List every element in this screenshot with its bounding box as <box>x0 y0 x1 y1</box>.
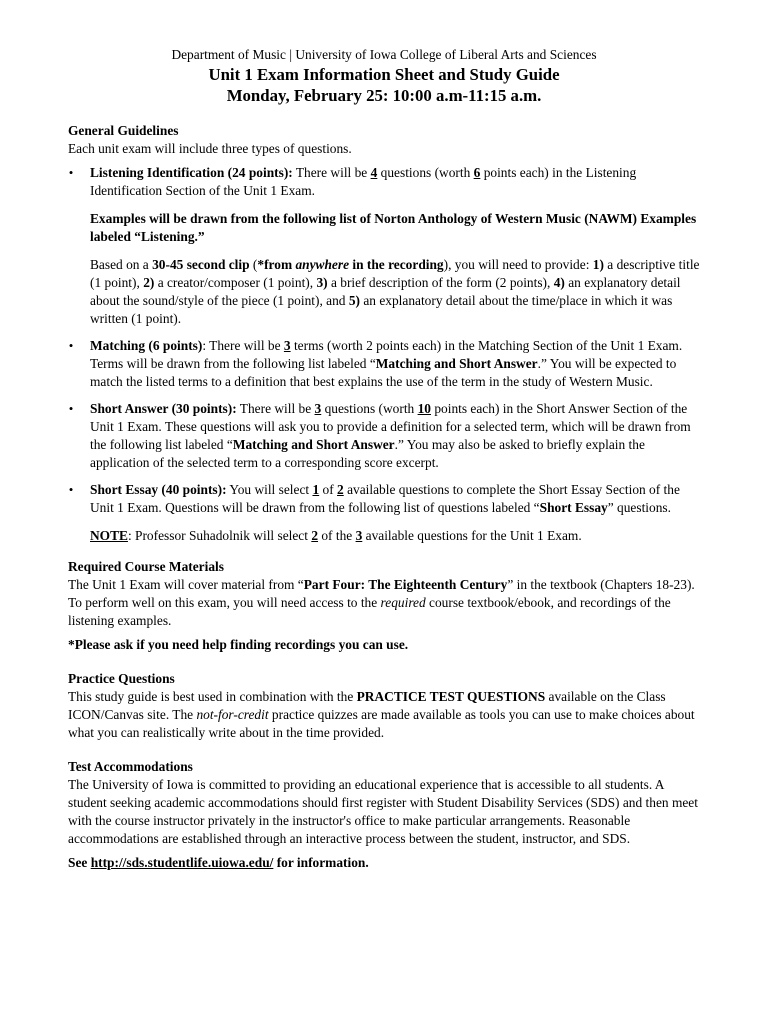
practice-text-2: available on the Class ICON/Canvas site. The <box>68 689 666 722</box>
materials-text-1: The Unit 1 Exam will cover material from “ <box>68 577 304 592</box>
practice-body <box>68 688 700 742</box>
req-text-a: Based on a <box>90 257 153 272</box>
short-answer-text-2: questions (worth <box>321 401 418 416</box>
listening-requirements <box>90 256 700 328</box>
short-essay-description <box>90 481 700 517</box>
short-answer-count: 3 <box>314 401 322 416</box>
req-item-1: a descriptive title (1 point), <box>90 257 700 290</box>
short-answer-points: 10 <box>417 401 431 416</box>
short-answer-text-4: .” You may also be asked to briefly explain the application of the selected term to a corresponding score excerpt. <box>90 437 645 470</box>
req-in-recording: in the recording <box>349 257 444 272</box>
listening-examples-text: Examples will be drawn from the following list of Norton Anthology of Western Music (NAWM) Examples labeled “Listening.” <box>90 211 697 244</box>
req-text-c: ), you will need to provide: <box>443 257 593 272</box>
short-answer-text-3: points each) in the Short Answer Section of the Unit 1 Exam. These questions will ask you to provide a definition for a selected term, which will be drawn from the following list labeled “ <box>90 401 691 452</box>
for-information-text: for information. <box>273 855 369 870</box>
short-answer-label: Short Answer (30 points): <box>90 401 237 416</box>
bullet-icon: • <box>68 401 74 416</box>
listening-text-2: questions (worth <box>377 165 474 180</box>
document-page <box>68 46 700 872</box>
materials-part: Part Four: The Eighteenth Century <box>303 577 508 592</box>
req-anywhere: anywhere <box>295 257 350 272</box>
req-num-1: 1) <box>592 257 604 272</box>
listening-count: 4 <box>370 165 378 180</box>
short-essay-label: Short Essay (40 points): <box>90 482 227 497</box>
req-num-4: 4) <box>553 275 565 290</box>
short-essay-note <box>90 527 700 545</box>
practice-heading: Practice Questions <box>68 671 175 686</box>
short-essay-select-count: 1 <box>312 482 320 497</box>
practice-text-1: This study guide is best used in combination with the <box>68 689 357 704</box>
department-line: Department of Music | University of Iowa College of Liberal Arts and Sciences <box>171 47 597 62</box>
clip-length: 30-45 second clip <box>152 257 250 272</box>
short-answer-description <box>90 400 700 472</box>
practice-text-3: practice quizzes are made available as tools you can use to make choices about what you can realistically write about in the time provided. <box>68 707 695 740</box>
listening-label: Listening Identification (24 points): <box>90 165 293 180</box>
req-item-5: an explanatory detail about the time/place in which it was written (1 point). <box>90 293 673 326</box>
general-guidelines-heading: General Guidelines <box>68 123 179 138</box>
materials-ask <box>68 636 700 654</box>
materials-text-2: ” in the textbook (Chapters 18-23). To perform well on this exam, you will need access to the <box>68 577 695 610</box>
matching-text-1: : There will be <box>202 338 284 353</box>
req-from: *from <box>257 257 296 272</box>
document-title: Unit 1 Exam Information Sheet and Study Guide <box>208 65 560 84</box>
req-item-4: an explanatory detail about the sound/style of the piece (1 point), and <box>90 275 681 308</box>
materials-body <box>68 576 700 630</box>
materials-text-3: course textbook/ebook, and recordings of the listening examples. <box>68 595 671 628</box>
materials-required: required <box>380 595 426 610</box>
listening-text-3: points each) in the Listening Identification Section of the Unit 1 Exam. <box>90 165 637 198</box>
req-num-2: 2) <box>143 275 155 290</box>
short-essay-text-3: available questions to complete the Short Essay Section of the Unit 1 Exam. Questions will be drawn from the following list of questions labeled “ <box>90 482 680 515</box>
bullet-icon: • <box>68 165 74 180</box>
exam-date: Monday, February 25: 10:00 a.m-11:15 a.m. <box>226 86 542 105</box>
note-label: NOTE <box>90 528 128 543</box>
short-essay-available-count: 2 <box>337 482 344 497</box>
bullet-icon: • <box>68 482 74 497</box>
short-answer-list-name: Matching and Short Answer <box>232 437 395 452</box>
note-text-3: available questions for the Unit 1 Exam. <box>362 528 582 543</box>
matching-description <box>90 337 700 391</box>
req-num-3: 3) <box>316 275 328 290</box>
accommodations-heading: Test Accommodations <box>68 759 193 774</box>
short-essay-text-2: of <box>319 482 338 497</box>
req-item-3: a brief description of the form (2 points), <box>327 275 554 290</box>
matching-text-3: .” You will be expected to match the listed terms to a definition that best explains the use of the term in the study of Western Music. <box>90 356 677 389</box>
matching-label: Matching (6 points) <box>90 338 203 353</box>
listening-text-1: There will be <box>292 165 371 180</box>
accommodations-see <box>68 854 700 872</box>
short-essay-item <box>68 481 700 545</box>
matching-count: 3 <box>283 338 291 353</box>
req-item-2: a creator/composer (1 point), <box>154 275 317 290</box>
short-essay-list-name: Short Essay <box>539 500 608 515</box>
note-text-1: : Professor Suhadolnik will select <box>127 528 312 543</box>
matching-list-name: Matching and Short Answer <box>375 356 538 371</box>
accommodations-body: The University of Iowa is committed to providing an educational experience that is accessible to all students. A student seeking academic accommodations should first register with Student Disability Services (SDS) and then meet with the course instructor privately in the instructor's office to make particular arrangements. Reasonable accommodations are established through an interactive process between the student, instructor, and SDS. <box>68 777 698 846</box>
note-count-1: 2 <box>311 528 319 543</box>
note-text-2: of the <box>318 528 356 543</box>
bullet-icon: • <box>68 338 74 353</box>
short-essay-text-4: ” questions. <box>607 500 671 515</box>
listening-description <box>90 164 700 200</box>
practice-not-for-credit: not-for-credit <box>196 707 269 722</box>
general-guidelines-intro: Each unit exam will include three types of questions. <box>68 141 352 156</box>
matching-text-2: terms (worth 2 points each) in the Matching Section of the Unit 1 Exam. Terms will be drawn from the following list labeled “ <box>90 338 683 371</box>
listening-item <box>68 164 700 328</box>
see-text: See <box>68 855 91 870</box>
materials-heading: Required Course Materials <box>68 559 224 574</box>
materials-ask-text: *Please ask if you need help finding recordings you can use. <box>68 637 409 652</box>
short-answer-item <box>68 400 700 472</box>
sds-link[interactable]: http://sds.studentlife.uiowa.edu/ <box>90 855 274 870</box>
short-essay-text-1: You will select <box>226 482 313 497</box>
listening-examples <box>90 210 700 246</box>
short-answer-text-1: There will be <box>236 401 315 416</box>
req-text-b: ( <box>249 257 258 272</box>
question-types-list <box>68 164 700 545</box>
practice-test-questions: PRACTICE TEST QUESTIONS <box>356 689 546 704</box>
listening-points: 6 <box>473 165 481 180</box>
note-count-2: 3 <box>355 528 363 543</box>
req-num-5: 5) <box>348 293 360 308</box>
matching-item <box>68 337 700 391</box>
